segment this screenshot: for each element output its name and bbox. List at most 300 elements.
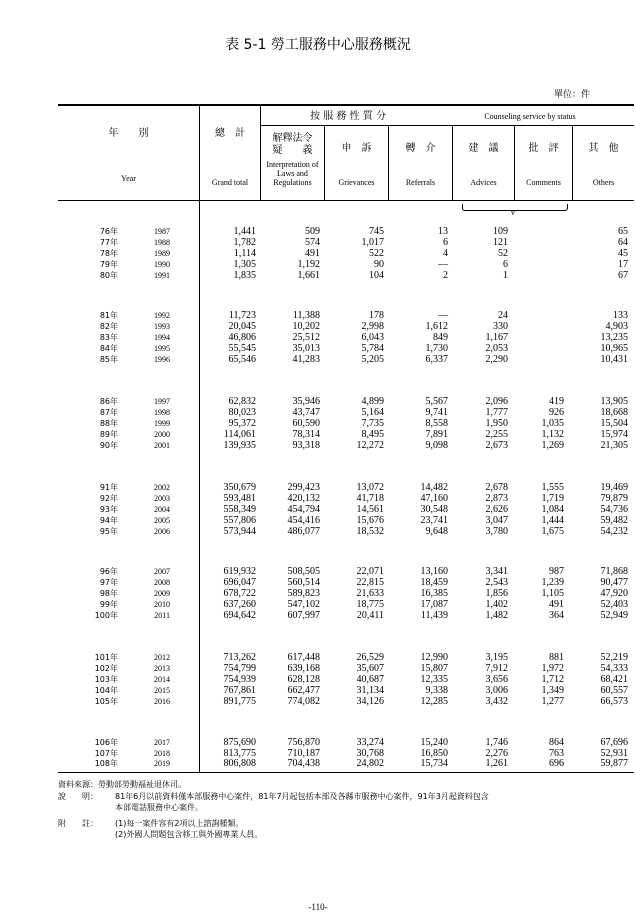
- cell-year-roc: 85年: [99, 355, 118, 364]
- cell-grievances: 18,532: [356, 526, 384, 537]
- cell-interpretation: 662,477: [287, 685, 320, 696]
- col-rule: [324, 126, 325, 200]
- cell-year-roc: 92年: [99, 494, 118, 503]
- cell-year-roc: 102年: [94, 664, 118, 673]
- cell-grand-total: 619,932: [223, 566, 256, 577]
- cell-year-roc: 107年: [94, 749, 118, 758]
- header-bottom-rule: [58, 200, 634, 201]
- cell-grand-total: 11,723: [228, 310, 256, 321]
- cell-advices: 1,482: [485, 610, 508, 621]
- cell-comments: 1,675: [541, 526, 564, 537]
- cell-referrals: 16,850: [420, 748, 448, 759]
- cell-advices: 2,673: [485, 440, 508, 451]
- cell-advices: 52: [498, 248, 508, 259]
- cell-advices: 3,432: [485, 696, 508, 707]
- table-row: [58, 321, 634, 332]
- cell-interpretation: 1,661: [297, 270, 320, 281]
- cell-interpretation: 43,747: [292, 407, 320, 418]
- cell-comments: 926: [549, 407, 564, 418]
- cell-referrals: 6: [443, 237, 448, 248]
- cell-comments: 881: [549, 652, 564, 663]
- cell-interpretation: 574: [305, 237, 320, 248]
- cell-advices: 1,777: [485, 407, 508, 418]
- cell-advices: 330: [493, 321, 508, 332]
- cell-year-ad: 2002: [154, 483, 170, 492]
- cell-grand-total: 637,260: [223, 599, 256, 610]
- cell-others: 90,477: [600, 577, 628, 588]
- table-row: [58, 577, 634, 588]
- cell-grievances: 14,561: [356, 504, 384, 515]
- cell-year-roc: 106年: [94, 738, 118, 747]
- cell-year-ad: 2003: [154, 494, 170, 503]
- cell-grand-total: 62,832: [228, 396, 256, 407]
- cell-comments: 1,132: [541, 429, 564, 440]
- cell-grievances: 20,411: [356, 610, 384, 621]
- page-number: -110-: [308, 902, 328, 912]
- cell-comments: 1,712: [541, 674, 564, 685]
- cell-year-ad: 2013: [154, 664, 170, 673]
- cell-advices: 2,290: [485, 354, 508, 365]
- oth-header-zh: 其 他: [588, 143, 619, 154]
- cell-interpretation: 1,192: [297, 259, 320, 270]
- cell-referrals: 15,240: [420, 737, 448, 748]
- cell-year-roc: 88年: [99, 419, 118, 428]
- cell-year-roc: 105年: [94, 697, 118, 706]
- cell-advices: 24: [498, 310, 508, 321]
- cell-grand-total: 767,861: [223, 685, 256, 696]
- table-row: [58, 696, 634, 707]
- cell-comments: 1,084: [541, 504, 564, 515]
- cell-year-ad: 1989: [154, 249, 170, 258]
- cell-advices: 1,856: [485, 588, 508, 599]
- cell-others: 52,931: [600, 748, 628, 759]
- footnote: [58, 818, 243, 829]
- year-header-zh: 年 別: [108, 128, 149, 139]
- cell-referrals: —: [438, 259, 448, 270]
- cell-grievances: 104: [369, 270, 384, 281]
- cell-interpretation: 756,870: [287, 737, 320, 748]
- table-row: [58, 396, 634, 407]
- cell-year-ad: 1998: [154, 408, 170, 417]
- col-rule: [388, 126, 389, 200]
- cell-referrals: 8,558: [425, 418, 448, 429]
- table-row: [58, 652, 634, 663]
- cell-year-roc: 77年: [99, 238, 118, 247]
- cell-year-ad: 2000: [154, 430, 170, 439]
- cell-grand-total: 65,546: [228, 354, 256, 365]
- table-row: [58, 343, 634, 354]
- cell-grand-total: 1,114: [233, 248, 256, 259]
- bracket-tick: v: [511, 209, 515, 217]
- cell-advices: 3,047: [485, 515, 508, 526]
- cell-comments: 1,277: [541, 696, 564, 707]
- desc-note: [58, 791, 489, 802]
- cell-advices: 3,006: [485, 685, 508, 696]
- table-row: [58, 610, 634, 621]
- cell-year-roc: 86年: [99, 397, 118, 406]
- cell-grand-total: 55,545: [228, 343, 256, 354]
- cell-referrals: 9,098: [425, 440, 448, 451]
- source-note: [58, 779, 186, 790]
- cell-grievances: 6,043: [361, 332, 384, 343]
- cell-grievances: 13,072: [356, 482, 384, 493]
- cell-others: 19,469: [600, 482, 628, 493]
- cell-year-roc: 98年: [99, 589, 118, 598]
- cell-interpretation: 35,013: [292, 343, 320, 354]
- cell-year-ad: 2005: [154, 516, 170, 525]
- cell-grand-total: 1,782: [233, 237, 256, 248]
- cell-others: 67: [618, 270, 628, 281]
- cell-others: 13,905: [600, 396, 628, 407]
- cell-comments: 987: [549, 566, 564, 577]
- by-status-header-en: Counseling service by status: [484, 112, 576, 121]
- cell-interpretation: 491: [305, 248, 320, 259]
- cell-grand-total: 558,349: [223, 504, 256, 515]
- cell-referrals: 16,385: [420, 588, 448, 599]
- table-row: [58, 566, 634, 577]
- cell-grand-total: 713,262: [223, 652, 256, 663]
- cell-grievances: 24,802: [356, 758, 384, 769]
- cell-grievances: 30,768: [356, 748, 384, 759]
- cell-grand-total: 139,935: [223, 440, 256, 451]
- source-label: 資料來源：: [58, 780, 98, 789]
- cell-advices: 3,780: [485, 526, 508, 537]
- cell-year-roc: 79年: [99, 260, 118, 269]
- cell-interpretation: 710,187: [287, 748, 320, 759]
- cell-others: 54,333: [600, 663, 628, 674]
- cell-others: 18,668: [600, 407, 628, 418]
- cell-advices: 6: [503, 259, 508, 270]
- cell-comments: 1,035: [541, 418, 564, 429]
- total-header-zh: 總 計: [215, 128, 245, 139]
- cell-others: 15,504: [600, 418, 628, 429]
- cell-grand-total: 1,305: [233, 259, 256, 270]
- cell-referrals: 2: [443, 270, 448, 281]
- cell-interpretation: 299,423: [287, 482, 320, 493]
- cell-year-ad: 2017: [154, 738, 170, 747]
- table-row: [58, 482, 634, 493]
- cell-comments: 1,719: [541, 493, 564, 504]
- cell-advices: 2,873: [485, 493, 508, 504]
- cell-year-ad: 2007: [154, 567, 170, 576]
- griev-header-zh: 申 訴: [341, 143, 372, 154]
- cell-others: 52,949: [600, 610, 628, 621]
- desc-text-2: 本部電話服務中心案件。: [115, 803, 203, 812]
- cell-year-ad: 1988: [154, 238, 170, 247]
- table-row: [58, 663, 634, 674]
- cell-year-roc: 81年: [99, 311, 118, 320]
- cell-referrals: 12,285: [420, 696, 448, 707]
- cell-grand-total: 20,045: [228, 321, 256, 332]
- cell-interpretation: 41,283: [292, 354, 320, 365]
- total-header-en: Grand total: [211, 178, 249, 187]
- cell-grand-total: 891,775: [223, 696, 256, 707]
- cell-grand-total: 806,808: [223, 758, 256, 769]
- cell-others: 79,879: [600, 493, 628, 504]
- table-row: [58, 588, 634, 599]
- cell-year-roc: 84年: [99, 344, 118, 353]
- cell-others: 67,696: [600, 737, 628, 748]
- adv-header-zh: 建 議: [468, 143, 499, 154]
- cell-comments: 364: [549, 610, 564, 621]
- cell-grand-total: 593,481: [223, 493, 256, 504]
- cell-year-ad: 1995: [154, 344, 170, 353]
- cell-others: 68,421: [600, 674, 628, 685]
- cell-advices: 2,678: [485, 482, 508, 493]
- cell-year-roc: 94年: [99, 516, 118, 525]
- ref-header-zh: 轉 介: [405, 143, 436, 154]
- cell-referrals: —: [438, 310, 448, 321]
- cell-comments: 419: [549, 396, 564, 407]
- ref-header-en: Referrals: [405, 178, 436, 187]
- cell-referrals: 14,482: [420, 482, 448, 493]
- cell-grand-total: 754,939: [223, 674, 256, 685]
- cell-grievances: 745: [369, 226, 384, 237]
- cell-year-roc: 78年: [99, 249, 118, 258]
- cell-grievances: 5,784: [361, 343, 384, 354]
- cell-others: 10,965: [600, 343, 628, 354]
- cell-referrals: 5,567: [425, 396, 448, 407]
- cell-grand-total: 95,372: [228, 418, 256, 429]
- cell-referrals: 13: [438, 226, 448, 237]
- cell-referrals: 9,648: [425, 526, 448, 537]
- cell-referrals: 17,087: [420, 599, 448, 610]
- by-status-header-zh: 按 服 務 性 質 分: [310, 111, 386, 122]
- cell-advices: 2,626: [485, 504, 508, 515]
- cell-grievances: 22,071: [356, 566, 384, 577]
- cell-year-roc: 89年: [99, 430, 118, 439]
- cell-referrals: 6,337: [425, 354, 448, 365]
- cell-year-roc: 82年: [99, 322, 118, 331]
- cell-advices: 109: [493, 226, 508, 237]
- cell-year-ad: 1990: [154, 260, 170, 269]
- cell-grand-total: 557,806: [223, 515, 256, 526]
- griev-header-en: Grievances: [338, 178, 375, 187]
- cell-referrals: 15,734: [420, 758, 448, 769]
- cell-others: 13,235: [600, 332, 628, 343]
- cell-comments: 1,105: [541, 588, 564, 599]
- desc-label: 說 明：: [58, 792, 98, 801]
- cell-referrals: 47,160: [420, 493, 448, 504]
- cell-grand-total: 813,775: [223, 748, 256, 759]
- cell-grievances: 5,164: [361, 407, 384, 418]
- cell-advices: 2,053: [485, 343, 508, 354]
- cell-grievances: 22,815: [356, 577, 384, 588]
- cell-referrals: 12,990: [420, 652, 448, 663]
- col-rule: [514, 126, 515, 200]
- col-rule: [572, 126, 573, 200]
- cell-interpretation: 589,823: [287, 588, 320, 599]
- cell-interpretation: 420,132: [287, 493, 320, 504]
- desc-text-1: 81年6月以前資料僅本部服務中心案件，81年7月起包括本部及各縣市服務中心案件，91年3月起資料包含: [115, 792, 489, 801]
- cell-year-ad: 2008: [154, 578, 170, 587]
- table-row: [58, 674, 634, 685]
- cell-interpretation: 607,997: [287, 610, 320, 621]
- cell-grievances: 26,529: [356, 652, 384, 663]
- cell-interpretation: 11,388: [292, 310, 320, 321]
- cell-grand-total: 46,806: [228, 332, 256, 343]
- cell-grievances: 8,495: [361, 429, 384, 440]
- table-row: [58, 407, 634, 418]
- cell-year-roc: 108年: [94, 759, 118, 768]
- cell-grievances: 41,718: [356, 493, 384, 504]
- cell-year-ad: 2011: [154, 611, 170, 620]
- cell-advices: 3,341: [485, 566, 508, 577]
- cell-others: 4,903: [605, 321, 628, 332]
- cell-interpretation: 60,590: [292, 418, 320, 429]
- table-row: [58, 504, 634, 515]
- cell-others: 54,232: [600, 526, 628, 537]
- cell-year-ad: 1997: [154, 397, 170, 406]
- table-row: [58, 737, 634, 748]
- cell-interpretation: 93,318: [292, 440, 320, 451]
- source-text: 勞動部勞動福祉退休司。: [98, 780, 186, 789]
- cell-referrals: 23,741: [420, 515, 448, 526]
- cell-grievances: 178: [369, 310, 384, 321]
- cell-grievances: 15,676: [356, 515, 384, 526]
- cell-year-ad: 2009: [154, 589, 170, 598]
- cell-grand-total: 350,679: [223, 482, 256, 493]
- cell-comments: 864: [549, 737, 564, 748]
- table-row: [58, 429, 634, 440]
- cell-year-roc: 101年: [94, 653, 118, 662]
- cell-year-ad: 1994: [154, 333, 170, 342]
- cell-referrals: 849: [433, 332, 448, 343]
- cell-others: 59,482: [600, 515, 628, 526]
- group-header-rule: [260, 125, 634, 126]
- table-row: [58, 270, 634, 281]
- cell-others: 59,877: [600, 758, 628, 769]
- table-row: [58, 526, 634, 537]
- cell-grand-total: 573,944: [223, 526, 256, 537]
- cell-grievances: 34,126: [356, 696, 384, 707]
- cell-others: 17: [618, 259, 628, 270]
- cell-grand-total: 678,722: [223, 588, 256, 599]
- note-text-1: (1)每一案件容有2項以上諮詢種類。: [115, 819, 244, 828]
- table-bottom-rule: [58, 772, 634, 773]
- table-row: [58, 418, 634, 429]
- cell-grievances: 21,633: [356, 588, 384, 599]
- cell-year-roc: 104年: [94, 686, 118, 695]
- cell-advices: 3,195: [485, 652, 508, 663]
- cell-interpretation: 617,448: [287, 652, 320, 663]
- table-row: [58, 332, 634, 343]
- cell-year-ad: 2019: [154, 759, 170, 768]
- cell-others: 10,431: [600, 354, 628, 365]
- cell-interpretation: 704,438: [287, 758, 320, 769]
- cell-others: 21,305: [600, 440, 628, 451]
- cell-comments: 1,349: [541, 685, 564, 696]
- cell-year-ad: 1996: [154, 355, 170, 364]
- table-top-rule: [58, 104, 634, 106]
- cell-grievances: 18,775: [356, 599, 384, 610]
- cell-referrals: 4: [443, 248, 448, 259]
- table-row: [58, 758, 634, 769]
- cell-others: 65: [618, 226, 628, 237]
- cell-advices: 2,255: [485, 429, 508, 440]
- col-rule: [452, 126, 453, 200]
- cell-year-ad: 2012: [154, 653, 170, 662]
- cell-year-roc: 100年: [94, 611, 118, 620]
- cell-grievances: 31,134: [356, 685, 384, 696]
- cell-others: 66,573: [600, 696, 628, 707]
- table-row: [58, 226, 634, 237]
- cell-year-roc: 87年: [99, 408, 118, 417]
- year-header-en: Year: [121, 174, 136, 183]
- cell-comments: 1,269: [541, 440, 564, 451]
- cell-year-ad: 2006: [154, 527, 170, 536]
- cell-others: 15,974: [600, 429, 628, 440]
- cell-others: 52,219: [600, 652, 628, 663]
- note-text-2: (2)外國人問題包含移工與外國專業人員。: [115, 830, 263, 839]
- unit-label: 單位：件: [553, 90, 590, 100]
- cell-grand-total: 696,047: [223, 577, 256, 588]
- cell-grand-total: 114,061: [223, 429, 256, 440]
- cell-others: 133: [613, 310, 628, 321]
- cell-comments: 1,555: [541, 482, 564, 493]
- cell-comments: 491: [549, 599, 564, 610]
- cell-advices: 2,543: [485, 577, 508, 588]
- cell-others: 47,920: [600, 588, 628, 599]
- cell-grand-total: 754,799: [223, 663, 256, 674]
- note-label: 附 註：: [58, 819, 98, 828]
- cell-year-ad: 1993: [154, 322, 170, 331]
- cell-advices: 2,096: [485, 396, 508, 407]
- cell-year-roc: 99年: [99, 600, 118, 609]
- cell-interpretation: 547,102: [287, 599, 320, 610]
- table-row: [58, 248, 634, 259]
- cell-interpretation: 508,505: [287, 566, 320, 577]
- cell-referrals: 9,741: [425, 407, 448, 418]
- cell-interpretation: 454,416: [287, 515, 320, 526]
- cell-grand-total: 1,441: [233, 226, 256, 237]
- cell-advices: 1: [503, 270, 508, 281]
- cell-interpretation: 509: [305, 226, 320, 237]
- cell-referrals: 7,891: [425, 429, 448, 440]
- cell-referrals: 30,548: [420, 504, 448, 515]
- cell-grievances: 12,272: [356, 440, 384, 451]
- cell-year-roc: 76年: [99, 227, 118, 236]
- cell-grievances: 5,205: [361, 354, 384, 365]
- cell-others: 64: [618, 237, 628, 248]
- bracket: [462, 204, 568, 211]
- cell-year-roc: 96年: [99, 567, 118, 576]
- cell-comments: 696: [549, 758, 564, 769]
- interp-header-en: Interpretation of Laws and Regulations: [266, 160, 319, 187]
- cell-grand-total: 1,835: [233, 270, 256, 281]
- cell-grievances: 7,735: [361, 418, 384, 429]
- cell-grievances: 35,607: [356, 663, 384, 674]
- cell-comments: 763: [549, 748, 564, 759]
- cell-year-ad: 1991: [154, 271, 170, 280]
- cell-interpretation: 78,314: [292, 429, 320, 440]
- table-row: [58, 354, 634, 365]
- cell-others: 71,868: [600, 566, 628, 577]
- cell-referrals: 15,807: [420, 663, 448, 674]
- cell-year-ad: 2016: [154, 697, 170, 706]
- cell-year-ad: 1992: [154, 311, 170, 320]
- table-row: [58, 685, 634, 696]
- cell-grand-total: 875,690: [223, 737, 256, 748]
- cell-year-roc: 93年: [99, 505, 118, 514]
- cell-others: 54,736: [600, 504, 628, 515]
- cell-referrals: 9,338: [425, 685, 448, 696]
- com-header-zh: 批 評: [528, 143, 559, 154]
- cell-grievances: 2,998: [361, 321, 384, 332]
- cell-grievances: 1,017: [361, 237, 384, 248]
- cell-referrals: 13,160: [420, 566, 448, 577]
- cell-others: 52,403: [600, 599, 628, 610]
